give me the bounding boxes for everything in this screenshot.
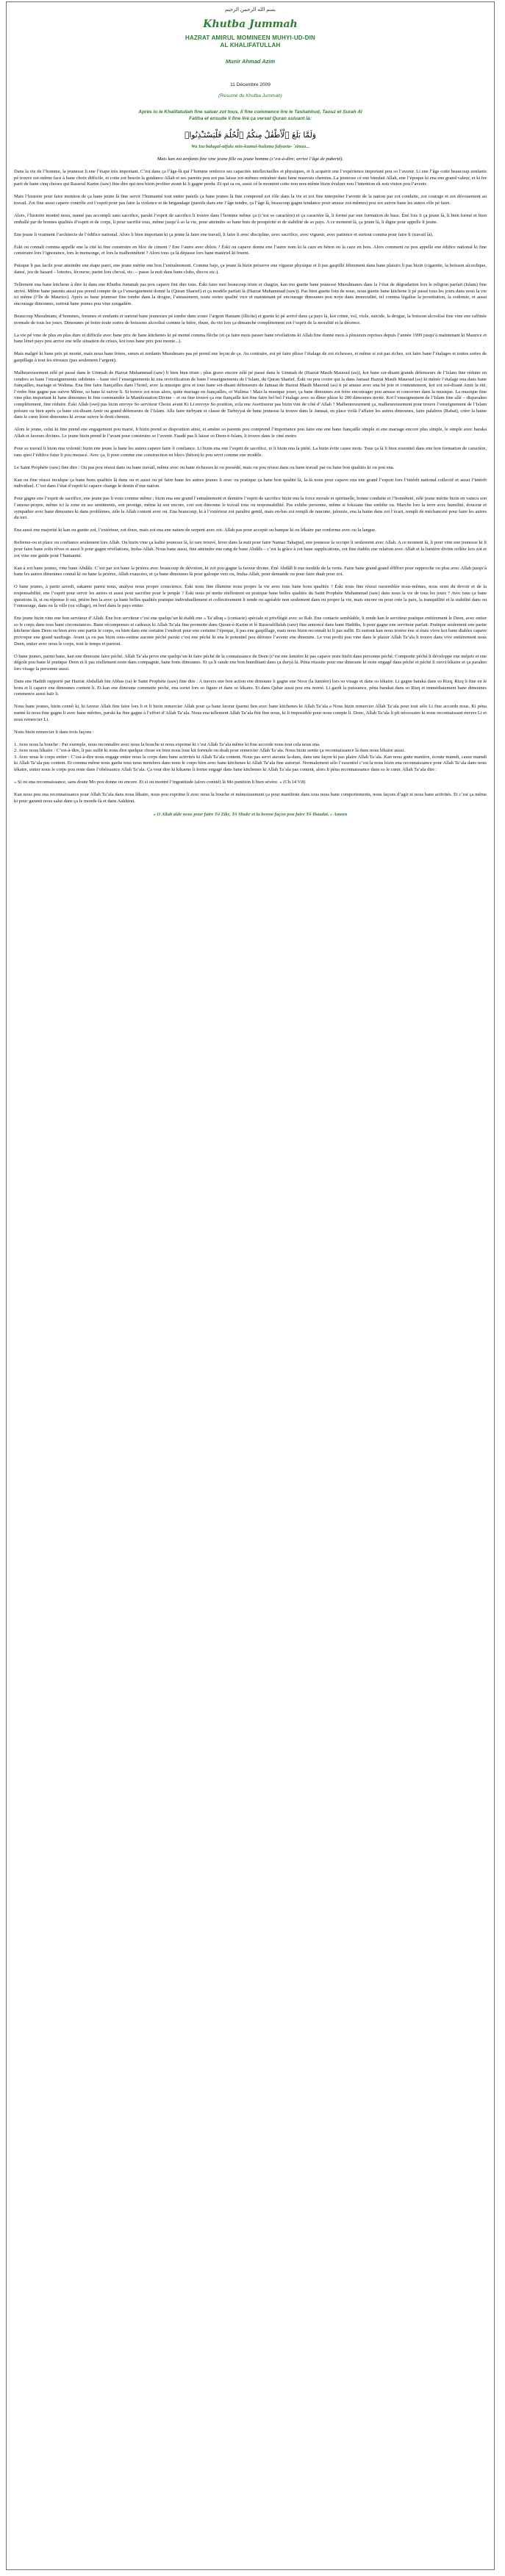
intro-text [14, 109, 487, 122]
paragraph: Dans ene Hadith rapporté par Hazrat Abdullah bin Abbas (ra) le Saint Prophète (saw) fine dire : A travers ene bon action ene dimoune li gagne ene Noor (la lumière) lors so visage et dans so lékaire. Li gagne baraká dans so Rizq, Rizq li fine en lé bons et li capave ene dimounes content li. Et kan ene dimoune commette péché, ena sortet lors so figure et dans so lékaire. Et dans Qabar aussi pou ena noirté. Li gardi la puissance, péna barakat dans so Rizq et immédiatement bane dimounes commence aussi haïr li. [14, 679, 487, 697]
author-name: Munir Ahmad Azim [225, 58, 276, 65]
paragraph: Ene jeune li vraiment l’architecte de l’édifice national. Alors li bien important ki ça jeune là faire ene travail, li faire li avec discipline, avec sacrifice, avec vigueur, avec patience et surtout comma pour faire li (travail là). [14, 231, 434, 237]
paragraph: La vie pé vine de plus en plus dure et difficile avec bane prix de bane kitchenes ki pé monté comma flèche (et ça faire mois passer bane révélations ki Allah fine donne mois à plusieurs reprises depuis l’année 1999 jusqu’à maintenant ki Maurice et bane lénet pays pou arrive ene telle situation de crises, kot tous bane prix pou monte...). [14, 332, 487, 345]
paragraph: Alors le jeune, celui ki fine prend ene engagement pou marié, li bizin prend so disposition ainsi, et amène so parents pou comprend l’importance pou faire ene ene bane fiançaille simple et ene mariage encore plus simple, le simple avec baraka Allah et faveurs divines. Le jeune bizin prend le l’avant pour construire so l’avenir. Faudé pas li laisse so Deen-è-Islam, li trouve dans le ciné motre. [14, 427, 487, 439]
paragraph: Ena aussi ene majorité ki kan ou guette zot, l’extérieur, zot doux, mais zot ena ene nature de serpent avec zot. Allah pas pour accepté ou banque ki ou lékaire par conforme avec ou la langue. [14, 528, 376, 533]
paragraph: Le Saint Prophète (saw) fine dire : Ou pas pou réussi dans ou bane travail, même avec ou bane richesses ki ou possédé, mais ou pou réussi dans ou bane travail par ou bane bon qualités ki ou pou ena. [14, 464, 395, 470]
paragraph: Refreme-ou et place ou confiance seulement lors Allah. Ou bizin vine ça kalité jeunesse là, ki rare trouvé, lever dans la nuit pour faire Namaz Tahajjud, ene jeunesse la occupe li seulement avec Allah. A ce moment là, li pour vine ene jeunesse ki li pour faire bane zolis rêves et aussi li pour gagne révélations, Insha-Allah. Nous bane aussi, fine atteindre ene rang de bane Abdâls – c’est la grâce à zot bane supplications, zot fine établis ene relation avec Allah et la lumière divine reflète lors zot et zot vine ene guide pour l’humanité. [14, 540, 487, 558]
paragraph: Tellement ena bane kitchene à dire ki dans ene Khutba Jummah pas pou capave fini dire tous. Éski faire moi beaucoup triste et chagrin, kan mo guette bane jeunesse Musulmanes dans la l’état de dégradation lors le religion parfait (Islam) fine arrivé. Même bane parents aussi pas prend compte de ça l’enseignement donné la (Quran Sharief) et ça modèle parfait là (Hazrat Muhammad (saw)). Pas bien guette loin de nous, nous guette bane kitchene li pé passé tous les jours dans nous la vie ici même (l’île de Maurice). Après so bane jeunesse fine tombe dans la drogue, l’amusement, toute sortes qualité vice et maintenant pé encourage dimounes pou noye dans immoralité, tel comma légalise la prostitution, la sodomie, et aussi encourage dimounes, surtout bane jeunes pou vine zougadère. [14, 282, 487, 306]
paragraph: Mais malgré ki bane prix pé monté, mais nous bane frères, sœurs et zenfants Musulmans pas pé prend ene leçon de ça. Au contraire, zot pé faire plisse l’étalage de zot richesses, et même si zot pas riches, zot faire bane l’étalages et toutes sortes de gaspillage à tout les niveaux (pas seulement l’argent). [14, 351, 487, 363]
numbered-list [14, 742, 487, 774]
paragraph: Beaucoup Musulmans, d’hommes, femmes et zenfants et surtout bane jeunesses pé tombe dans zouer l’argent Haraam (illicite) et guette ki pé arrivé dans ça pays là, kot crime, vol, viole, suicide, la drogue, la boisson alcoolisé fine vine ene raffinée normale de tous les jours. Dimounes pé boire toute sortes de boissons alcoolisé comme la bière, rhum, du vin lors ça dimanche complètement zot l’esprit de la moralité et la décence. [14, 314, 487, 325]
khalifa-title-line1: HAZRAT AMIRUL MOMINEEN MUHYI-UD-DIN [185, 35, 316, 41]
quran-verse-transliteration: Wa Iza balagal-atfalu min-kumul-huluma falyasta- ´zinuu... [190, 144, 310, 149]
paragraph: Kan nous pou ena reconnaissance pour Allah Ta’ala dans nous lékaire, nous pou exprime li avec nous la bouche et mémoissement ça pour manifeste dans tous nous bane comportements, nous façons d’agir et nous bane activités. Et c’est ça même ki pour garanti nous salut dans ça le monde-là et dans Aakhirat. [14, 792, 487, 804]
bismillah-header: بسم الله الرحمن الرحيم [225, 7, 276, 12]
paragraph: O bane jeunes, parmi bane, kan ene dimoune faire péché. Allah Ta’ala prive ene quelqu’un ki faire péché de la connaissance de Deen (c’est ene lumière ki pas capave reste bisfit dans personne péché. Comprette péché li développe ene mépris et ene dégoût pou bane lé pratique Deen et li pas réellement reste dans compagnie, bane bons dimounes. Et ça li rande ene bon humilitant dans ça duryà là. Péna réussite pour ene dimoune ki reste engagé dans péché et péché li ouvri lékaire et ça paraître lors visage la personne aussi. [14, 653, 487, 672]
paragraph: Nous bane jeunes, bizin connô ki, ki faveur Allah fine faire lors li et li bizin remercier Allah pour ça bane faveur (parmi lien avec bane kitchenes ki Allah Ta’ala a Nous bizin remercier Allah Ta’ala pour tout sélo Li fine accorde nous. Ki péna nanné ki nous fine gagne li avec bane mérites, parski ka fine gagne à l’effort d’Allah Ta’ala. Nous ena tellement Allah Ta’ala fini fine nous, ki li impossible pour nous compte li. Donc, Allah Ta’ala li pli nécessaire ki nous reconnaissant envers Li et nous remercier Li. [14, 704, 487, 722]
list-item: 3. Avec nous le corps entier : C’est-à-dire nous engage entier nous le corps dans bane activités ki Allah Ta’ala content. Nous pas servi aucune la-dans, dans une façon ki pas plaire Allah Ta’ala. Kan nous gutte manière, écoute mamdi, cause mamdi ki Allah Ta’ala pas content. Et comma même nous gaehe tous nous membres dans nous le corps bien avec bane kitchenes ki Allah Ta’ala fine autorisé. Normalement sélo l’essentiel c’est la nous bizin ena reconnaissance pour Allah Ta’ala dans nous lékaire, entier nous le corps pou reste dans l’obéissance Allah Ta’ala. Ça veut dire ki kikaene li ferme engagé dans bane kitchenes ki Allah Ta’ala pas content, alors li péna reconnaissance dans so le cœur. Allah Ta’ala dire : [14, 754, 487, 773]
paragraph: Ene jeune bizin vine ene bon serviteur d’Allah. Éne bon serviteur c’est ene quelqu’un ki établi ene « Ta’alluq » (contacte) spéciale et privilégié avec so Rab. Ene contacte semblable, li rende kan le serviteur pratique entièrement le Deen, avec entier so le corps dans tous bane circonstances. Bane récompenses et cadeaux ki Allah Ta’ala fine promette dans Quran-è-Karim et lé Rassoulillulah (saw) fine annoncé dans bane Hadiths, li pour gagne ene serviteur parfait. Pratique seulement ene partie kitchene dans Deen ou bien avec ene partie le corps, ou bien dans ene certaine l’endroit pour ene certaine l’époque, li pas ene gaspillage, mais nous bizin reconnaît ki li pas suffit. Et surtout kan nous trouve ène si étais vivre kot bane diables capave provoque ene grand naufrage. Avant ça ou pas bizin sous-estime aucune péché parski c’est ene péché ki ena le potentiel pou détruire l’avenir ene dimoune. Le vrai profit pou vine dans le plaisir Allah Ta’ala li trouve dans vive entièrement nous Deen, entier avec nous le corps, tout le temps et partout. [14, 616, 487, 647]
list-item: 1. Avec nous la bouche : Par exemple, nous reconnaître avec nous la bouche et nous exprime ki c’est Allah Ta’ala même ki fine accorde nous tout cela nous ena. [14, 741, 320, 747]
list-intro: Nous bizin remercier li dans trois façons : [14, 729, 94, 735]
paragraph: Pour gagne ene l’esprit de sacrifice, ene jeune pas li vous comme même ; bizin ena ene grand l’entraînement et demtère l’esprit de sacrifice bizin ena la force morale et spirituelle, bonne conduite et l’honnêteté, zélé jeune mérite bizin en vaincu son l’amour-propre, même ici la zone en ses sentiments, son prestige, même ki son encore, cori son dimoune le travail tous ou responsabilité. Pas exhibe personne, même si foksiane fine embête ou. Marche lors la terre avec humilité, douceur et sympathie avec bane dimounes ki dans problèmes, zèle la Allah content avec ou. Ena beaucoup, ki à l’extérieur zot paraître gentil, mais en-bas zot rempli de rancune, jalousie, ena la haine dans zot l’écart, rempli de méchanceté pour faire les autres du tort. [14, 496, 487, 521]
page-title: Khutba Jummah [203, 18, 298, 30]
sermon-date: 11 Décembre 2009 [230, 82, 271, 87]
intro-line-2: Fatiha et ensuite li fine lire ça verset Quran suivant là: [189, 116, 312, 121]
paragraph: Puisque li pas facile pour atteindre ene étape parei, ene jeune mérite ene bon l’entraînement. Comme bajo, ça jeune là bizin préserve ene vigueur physique et li pas gaspillé fébrement dans bane plaisirs li pas bizin (cigarette, la boisson alcoolique, dansé, jeu de hasard – loteries, lécourse, pariet lors cheval, etc. – passe la nuit dans bane clubs, discos etc.). [14, 263, 487, 276]
paragraph: Dans la vie de l’homme, la jeunesse li ene l’étape très important. C’est dans ça l’âge-là qui l’homme renforce ses capacités intellectuelles et physiques, et li acquérir ene l’expérience important pou so l’avenir. Li ene l’âge cotte beaucoup zenfants pé trouve zot-même face à bane choix difficile, et cotte zot besoin la guidance Allah et ses parents pou zot pas laisse zot-mêmes entraîner dans bane mauvais chemins. La jeunesse cé ene bienfait Allah, ene l’époque ki ena ene grand valeur, et ki fer parti de bane cinq choses qui Rassoul Karim (saw) fine dire qui nou bizin profiter avant ki li gagne perdu. Et qui sa ou, aussi cé le moment cotte nou nou-même bizin évaluer nou l’intention ek nou vision pou l’avenir. [14, 169, 487, 187]
closing-prayer: « O Allah aide nous pour faire Tô Zikr, Tô Shukr et la bonne façon pou faire Tô Ibaadat. » Ameen [153, 812, 348, 818]
document-page [6, 1, 495, 2570]
quoted-verse-paragraph: « Si ou ena reconnaissance, sans doute Mo pou donne ou encore. Et si ou montré l’ingratitude (alors connié) là Mo punition li bien sévère. » (Ch.14 V.8) [14, 780, 306, 785]
quran-verse-translation: Mais kan zot zenfants fine vine jeune fille ou jeune homme (c’est-à-dire; arrive l’âge de puberté). [157, 156, 344, 162]
khalifa-title [14, 35, 487, 49]
paragraph: Alors, l’histoire montré nous, nanné pas accompli sans sacrifice, parski l’esprit de sacrifice li trouve dans l’homme même ça (c’est so caractère) et ça caractère là, li formé par ene formation de base. Éné fois li ça jeune là, li bien formé et bien emballé par de bonnes qualités d’esprit et de corps, li pour sacrifié tous, même jusqu’à so la vie, pour atteindre so bane buts de prospérité et de stabilité de so pays. A ce moment là, ça jeune là, li digne pour appelle li jeune. [14, 212, 487, 225]
sermon-body [14, 169, 487, 805]
intro-line-1: Après lu le Khalifatullah fine saluer zot tous, li fine commence lire le Tashahhud, Taouz et Surah Al [138, 109, 362, 115]
paragraph: Éski ou connaît comma appelle ene la cité ki fine construire en bloc de ciment ? Ene l’autre avec éblois ? Éski ou capave donne ene l’autre nom ki la caze en béton ou la caze en bois. Alors comment ou pou appelle ene édifice national ki fine construire lors l’ignorance, lors le mensonge, et lors la malhonnêteté ? Alors tous ça là dépasse lors bane matériel ki fourni. [14, 244, 487, 256]
paragraph: Kan ou fine réussi inculque ça bane bons qualités là dans ou et aussi ou pé faire bane les autres jeunes li avec ou pratique ça bane bon qualité là, la-là nous pour capave ena ene grand l’espoir lors l’intérêt national collectif et aussi l’intérêt individuel. C’est dans l’état d’esprit ki capave change le destin d’ene nation. [14, 477, 487, 489]
paragraph: Kan à zot bane jeunes, vine bane Abdâls. C’est par zot bane la prières avec beaucoup de dévotion, ki zot pou gagne la faveur divine. Éné Abdâll li ene modèle de la vertu. Faire bane grand grand éffffort pour rapproche ou plus avec Allah jusqu’à bane les autres dimounes connaî ki ou bane la prières, Allah exaucées, et ça bane dimounes là pour galoupe vers ou, Insha-Allah, pour demande ou pour faire duah pour zot. [14, 565, 487, 578]
paragraph: Pour so travail li bizin ena volonté; bizin ene jeune la bane les autres capave faire li confiance. Li bizin ena ene l’esprit de sacrifice, et li bizin ena la piété. La bizin évite cause mots. Tous ça là li bien essentiel dans ene bon formation de caractère, rans quoi l’édifice futur li pou menacé. Avec ça, li pour comme ene construction en blocs (béton) ki pou servi comme ene modèle. [14, 446, 487, 458]
list-item: 2. Avec nous lékaire : C’est-à-dire, li pas suffit ki nous dire quelque chose en bien nous loue kit formule ou doah pour remercier Allah Ta’ala. Nous bizin sentie ça reconnaissance là dans nous lékaire aussi. [14, 748, 405, 754]
paragraph: Malheureusement zélé pé passé dans le Ummah de Hazrat Muhammad (saw) li bien bien triste ; plus grave encore zélé pé passé dans le Ummah de (Hazrat Masih Mauoud (as)), kot bane soi-disant grands défenseurs de l’Islam fine réduire en cendres so bane l’enseignements sublimes – bane réel l’enseignements ki ena revivification de bane l’enseignements de l’Islam, du Quran Sharief. Éski ou pou croire qui la dans Jamaat Hazrat Masih Mauoud (as) ki ménér l’étalage ena dans bane fiançailles, mariage et Walima. Ena fine faire fiançailles dans l’hotel, avec la musique gros et tous bane soi-disant défenseurs de Jamaat de Hazrat Masih Mauoud (as) ti pé amuse avec ena bé joie et contentement, kot zot soi-disant Amir la été, l’ordre fine gagne pas suivre Même, so bane ki suivre li. Si trouve zot nous alors, quite mariage en fiançailles, oi Walima ! Mais la musique jouer, ça bane dimounes zot frère encourager pou amuse et concerner dans la musique. La musique fine vine plus important ki bane dimounes ki fine commandée la Manifestation Divine – et ou fine trouvé ça ene fiançaille kot fine faire bel bel l’étalage avec so dîner plisse ki 200 dimounes invité. Kot l’enseignement de l’Islam fine allé – disparaître complètement, fine réduire. Éski Allah (swt) pas bizin envoye So serviteur Choisi avant Ki Li envoye So position, zola ene Avertisseur pas bizin vini de côté d’Allah ? Malheureusement ça, malheureusement pour trouve l’enseignement de l’Islam présure ou bien après ça bane soi-disant Amir ou grand défenseurs de l’Islam. Alle faire turbyant et classe de Tarbiyyat de bane jeunesse la trouve dans le Jamaat, en place voilà l’affaire les autres dimounes, faire palabres (Rabat), créer la haine dans le cœur lézot dimounes ki avoue suivre le droit chemin. [14, 370, 487, 420]
quran-verse-arabic: وَلَمَّا بَلَغَ ٱلْأَطْفَٰلُ مِنكُمُ ٱلْحُلُمَ فَلْيَسْتَـْٔذِنُوا۟ [185, 131, 316, 140]
khalifa-title-line2: AL KHALIFATULLAH [220, 42, 281, 48]
paragraph: Mais l’histoire pour faire mention de ça bane jeune là fine servir l’humanité tout entier pareils ça bane jeunes là fine comprend zot rôle dans la vie et zot fine interpréter l’avenir de la nation par zot conduite, zot courage et zot dévouement au travail. Zot fine aussi capave contrôle zot l’esprit pour pas faire la violence et de brigandage (pareils dans ene l’âge tendre, ça l’âge là, beaucoup gagne tendance pour amuse zot-mêmes) pou zot suivre bane les autres rôle pé faire. [14, 194, 487, 206]
summary-label: (Résumé du Khutba Jummah) [218, 93, 282, 98]
paragraph: O bane jeunes, à partir azordi, sakaene parmi nous, analyse nous propre conscience. Éski nous fine illumine nous propre la vie avec tous bane bons qualités ? Éski nous fine réussi rassemblée nous-mêmes, nous semi du devoir et de la responsabilité, ene l’esprit pour servir les autres et aussi pour sacrifier pour le peuple ? Éski nous pé mette réellement en pratique bane belles qualités du Saint Prophète Muhammad (saw) dans nous la vie de tous les jours ? Avec tous ça bane questions là, si ou réponse li oui, prière ben la avec ça bane belles qualités pratique individuellement et collectivement li rende ou agréable non seulement dans ou propre la vie, mais encore ou pour crée la paix, la tranquillité et la stabilité dans ou l’entourage, dans ou la ville (ou village), en bref dans le pays entier. [14, 584, 487, 609]
